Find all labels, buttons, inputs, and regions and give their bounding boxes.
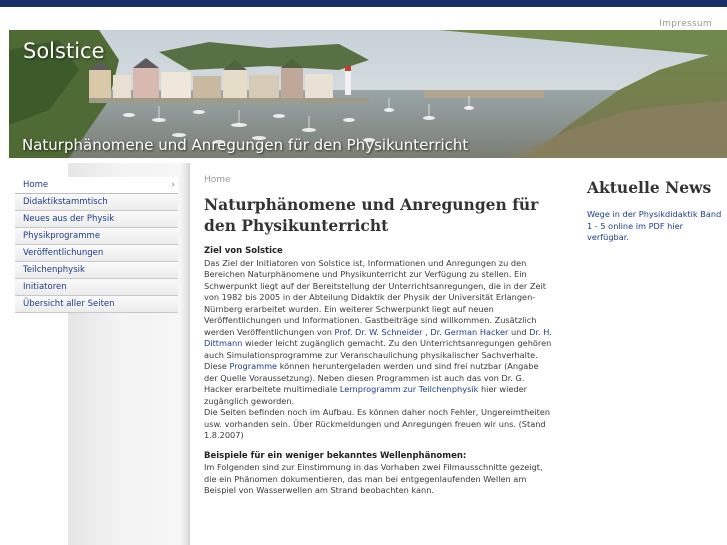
- breadcrumb[interactable]: Home: [204, 175, 231, 185]
- nav-item-didaktikstammtisch[interactable]: Didaktikstammtisch: [15, 194, 178, 211]
- main-content: [204, 175, 554, 497]
- beispiele-paragraph: Im Folgenden sind zur Einstimmung in das Vorhaben zwei Filmausschnitte gezeigt, die ein Phänomen dokumentieren, das man bei entgegenlaufenden Wellen am Beispiel von Wasserwellen am Strand beobachten kann.: [204, 462, 543, 495]
- intro-text-4: hier wieder zugänglich geworden.: [204, 384, 528, 406]
- impressum-link[interactable]: Impressum: [659, 19, 712, 29]
- nav-item-label: Home: [23, 180, 49, 190]
- nav-item-home[interactable]: [15, 177, 178, 194]
- sidebar-nav: [15, 177, 178, 313]
- nav-item-uebersicht[interactable]: Übersicht aller Seiten: [15, 296, 178, 313]
- chevron-right-icon: ›: [171, 180, 175, 190]
- nav-item-teilchenphysik[interactable]: Teilchenphysik: [15, 262, 178, 279]
- link-schneider[interactable]: Prof. Dr. W. Schneider: [334, 326, 423, 337]
- site-tagline: Naturphänomene und Anregungen für den Physikunterricht: [22, 136, 469, 154]
- nav-item-initiatoren[interactable]: Initiatoren: [15, 279, 178, 296]
- header-banner: [9, 30, 727, 158]
- news-title: Aktuelle News: [587, 178, 712, 197]
- section-title-beispiele: Beispiele für ein weniger bekanntes Wellenphänomen:: [204, 450, 467, 461]
- news-column: [587, 178, 727, 244]
- nav-item-neues-aus-der-physik[interactable]: Neues aus der Physik: [15, 211, 178, 228]
- sep-1: ,: [422, 326, 431, 337]
- page-title: Naturphänomene und Anregungen für den Physikunterricht: [204, 195, 539, 235]
- site-title[interactable]: Solstice: [23, 39, 105, 63]
- news-link[interactable]: Wege in der Physikdidaktik Band 1 - 5 online im PDF hier verfügbar.: [587, 209, 722, 242]
- link-dittmann[interactable]: Dr. H. Dittmann: [204, 326, 552, 348]
- top-bar: [0, 0, 727, 7]
- link-hacker[interactable]: Dr. German Hacker: [430, 326, 509, 337]
- intro-text-2: wieder leicht zugänglich gemacht. Zu den Unterrichtsanregungen gehören auch Simulationsprogramme zur Veranschaulichung physikalischer Sachverhalte. Diese: [204, 338, 552, 371]
- intro-text-3: können heruntergeladen werden und sind frei nutzbar (Angabe der Quelle Voraussetzung). Neben diesen Programmen ist auch das von Dr. G. Hacker erarbeitete multimediale: [204, 361, 539, 394]
- intro-text-1: Das Ziel der Initiatoren von Solstice ist, Informationen und Anregungen zu den Bereichen Naturphänomene und Physikunterricht zur Verfügung zu stellen. Ein Schwerpunkt liegt auf der Bereitstellung der Unterrichtsanregungen, die in der Zeit von 1982 bis 2005 in der Abteilung Didaktik der Physik der Universität Erlangen-Nürnberg erarbeitet wurden. Ein weiterer Schwerpunkt liegt auf neuen Veröffentlichungen und Informationen. Gastbeiträge sind willkommen. Zusätzlich werden Veröffentlichungen von: [204, 257, 547, 337]
- nav-item-veroeffentlichungen[interactable]: Veröffentlichungen: [15, 245, 178, 262]
- link-programme[interactable]: Programme: [229, 361, 278, 371]
- section-title-ziel: Ziel von Solstice: [204, 246, 283, 256]
- link-lernprogramm[interactable]: Lernprogramm zur Teilchenphysik: [339, 384, 479, 394]
- status-paragraph: Die Seiten befinden noch im Aufbau. Es können daher noch Fehler, Ungereimtheiten usw. vorhanden sein. Über Rückmeldungen und Anregungen freuen wir uns. (Stand 1.8.2007): [204, 407, 551, 440]
- sep-2: und: [508, 326, 530, 337]
- nav-item-physikprogramme[interactable]: Physikprogramme: [15, 228, 178, 245]
- intro-paragraph: [204, 258, 554, 408]
